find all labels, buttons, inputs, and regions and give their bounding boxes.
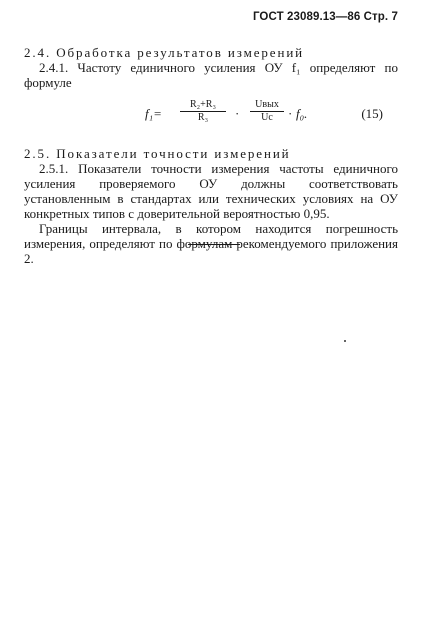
paragraph-2-5-1: 2.5.1. Показатели точности измерения частоты единичного усиления проверяемого ОУ должны соответствовать установленным в стандартах или технических условиях на ОУ конкретных типов с доверительной вероятностью 0,95. xyxy=(24,161,398,221)
section-heading-2-5: 2.5. Показатели точности измерений xyxy=(24,146,291,161)
paragraph-2-4-1: 2.4.1. Частоту единичного усиления ОУ f₁ определяют по формуле xyxy=(24,60,398,90)
formula-lhs: f₁= xyxy=(145,106,162,121)
section-heading-2-4: 2.4. Обработка результатов измерений xyxy=(24,45,305,60)
document-body xyxy=(24,45,398,266)
equation-number: (15) xyxy=(361,106,383,121)
formula-tail: f₀. xyxy=(296,106,308,121)
end-rule xyxy=(188,244,240,245)
fraction-voltages xyxy=(250,99,284,124)
formula-15 xyxy=(24,96,398,136)
fraction-resistors xyxy=(180,99,226,124)
fraction-resistors-denominator: R₃ xyxy=(197,112,209,123)
page-header: ГОСТ 23089.13—86 Стр. 7 xyxy=(252,11,398,23)
fraction-voltages-denominator: Uс xyxy=(261,112,273,123)
multiply-dot: · xyxy=(235,106,240,121)
scan-speck xyxy=(344,340,346,342)
paragraph-interval: Границы интервала, в котором находится погрешность измерения, определяют по формулам рекомендуемого приложения 2. xyxy=(24,221,398,266)
fraction-voltages-numerator: Uвых xyxy=(255,99,279,110)
multiply-dot: · xyxy=(288,106,293,121)
fraction-resistors-numerator: R₂+R₃ xyxy=(190,99,216,110)
